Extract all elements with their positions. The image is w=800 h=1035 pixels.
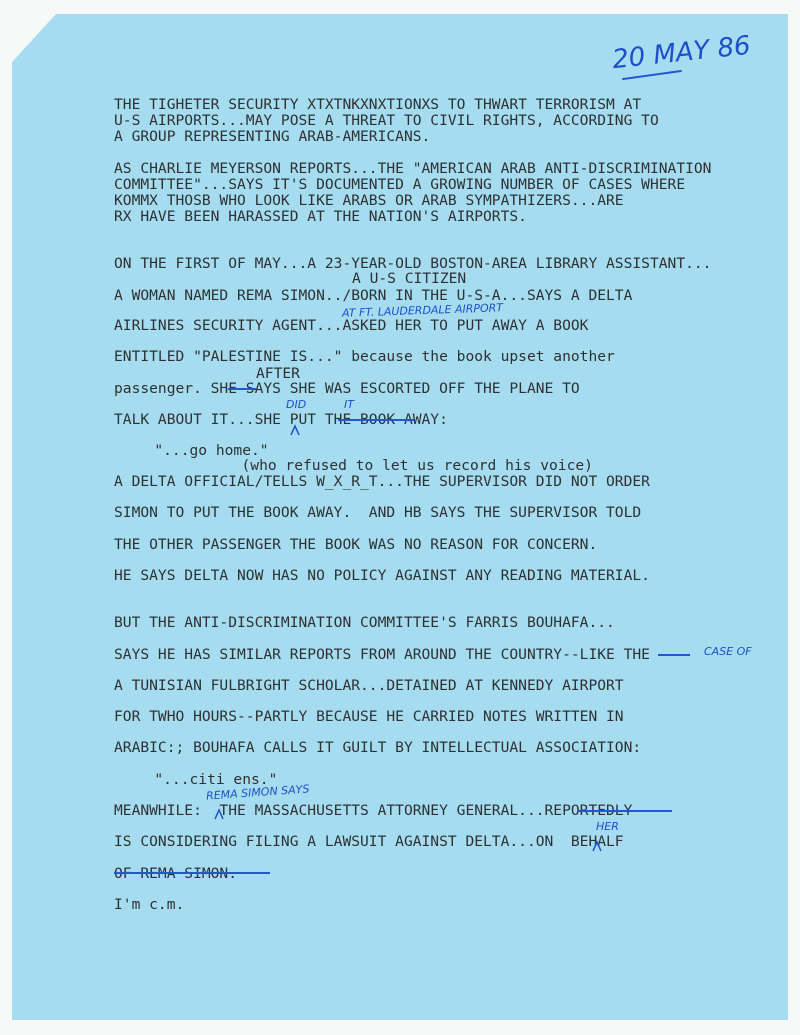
text-line: ON THE FIRST OF MAY...A 23-YEAR-OLD BOSTON-AREA LIBRARY ASSISTANT... (114, 255, 712, 272)
text-line: KOMMX THOSB WHO LOOK LIKE ARABS OR ARAB SYMPATHIZERS...ARE (114, 192, 624, 209)
insertion-caret-icon (214, 808, 224, 820)
folded-corner (12, 14, 56, 62)
text-line: U-S AIRPORTS...MAY POSE A THREAT TO CIVIL RIGHTS, ACCORDING TO (114, 112, 659, 129)
note-line: (who refused to let us record his voice) (180, 457, 593, 474)
text-line: BUT THE ANTI-DISCRIMINATION COMMITTEE'S FARRIS BOUHAFA... (114, 614, 615, 631)
strike-through (338, 419, 414, 421)
text-line: OF REMA SIMON. (114, 865, 238, 882)
quote-line: "...go home." (128, 442, 269, 459)
sign-off: I'm c.m. (114, 896, 185, 913)
insertion-caret-icon (592, 840, 602, 852)
quote-line: "...citi ens." (128, 771, 278, 788)
interlinear-insert: AFTER (256, 365, 300, 382)
text-line: THE TIGHETER SECURITY XTXTNKXNXTIONXS TO THWART TERRORISM AT (114, 96, 642, 113)
text-line: AS CHARLIE MEYERSON REPORTS...THE "AMERICAN ARAB ANTI-DISCRIMINATION (114, 160, 712, 177)
text-line: COMMITTEE"...SAYS IT'S DOCUMENTED A GROWING NUMBER OF CASES WHERE (114, 176, 686, 193)
text-line: ENTITLED "PALESTINE IS..." because the book upset another (114, 348, 615, 365)
text-line: passenger. SHE SAYS SHE WAS ESCORTED OFF THE PLANE TO (114, 380, 580, 397)
text-line: MEANWHILE: THE MASSACHUSETTS ATTORNEY GENERAL...REPORTEDLY (114, 802, 633, 819)
handwritten-date: 20 MAY 86 (610, 30, 753, 76)
handwritten-note-her: HER (596, 820, 619, 833)
handwritten-note-it: IT (344, 398, 354, 411)
handwritten-note-location: AT FT. LAUDERDALE AIRPORT (341, 301, 504, 320)
handwritten-note-case-of: CASE OF (704, 645, 752, 658)
strike-through (114, 872, 270, 874)
strike-through (228, 388, 256, 390)
text-line: A TUNISIAN FULBRIGHT SCHOLAR...DETAINED AT KENNEDY AIRPORT (114, 677, 624, 694)
insertion-caret-icon (290, 424, 300, 436)
text-line: HE SAYS DELTA NOW HAS NO POLICY AGAINST ANY READING MATERIAL. (114, 567, 650, 584)
text-line: A WOMAN NAMED REMA SIMON../BORN IN THE U-S-A...SAYS A DELTA (114, 287, 633, 304)
text-line: FOR TWHO HOURS--PARTLY BECAUSE HE CARRIED NOTES WRITTEN IN (114, 708, 624, 725)
text-line: TALK ABOUT IT...SHE PUT THE BOOK AWAY: (114, 411, 448, 428)
text-line: AIRLINES SECURITY AGENT...ASKED HER TO PUT AWAY A BOOK (114, 317, 589, 334)
text-line: SIMON TO PUT THE BOOK AWAY. AND HB SAYS THE SUPERVISOR TOLD (114, 504, 642, 521)
text-line: RX HAVE BEEN HARASSED AT THE NATION'S AIRPORTS. (114, 208, 527, 225)
text-line: IS CONSIDERING FILING A LAWSUIT AGAINST DELTA...ON BEHALF (114, 833, 624, 850)
strike-through (578, 810, 672, 812)
text-line: ARABIC:; BOUHAFA CALLS IT GUILT BY INTELLECTUAL ASSOCIATION: (114, 739, 642, 756)
text-line: A DELTA OFFICIAL/TELLS W_X_R_T...THE SUPERVISOR DID NOT ORDER (114, 473, 650, 490)
text-line: A GROUP REPRESENTING ARAB-AMERICANS. (114, 128, 431, 145)
handwritten-note-rema-simon-says: REMA SIMON SAYS (205, 782, 310, 803)
handwritten-note-did: DID (286, 398, 307, 411)
text-line: SAYS HE HAS SIMILAR REPORTS FROM AROUND THE COUNTRY--LIKE THE (114, 646, 650, 663)
text-line: THE OTHER PASSENGER THE BOOK WAS NO REASON FOR CONCERN. (114, 536, 598, 553)
interlinear-insert: A U-S CITIZEN (352, 270, 467, 287)
strike-through (658, 654, 690, 656)
